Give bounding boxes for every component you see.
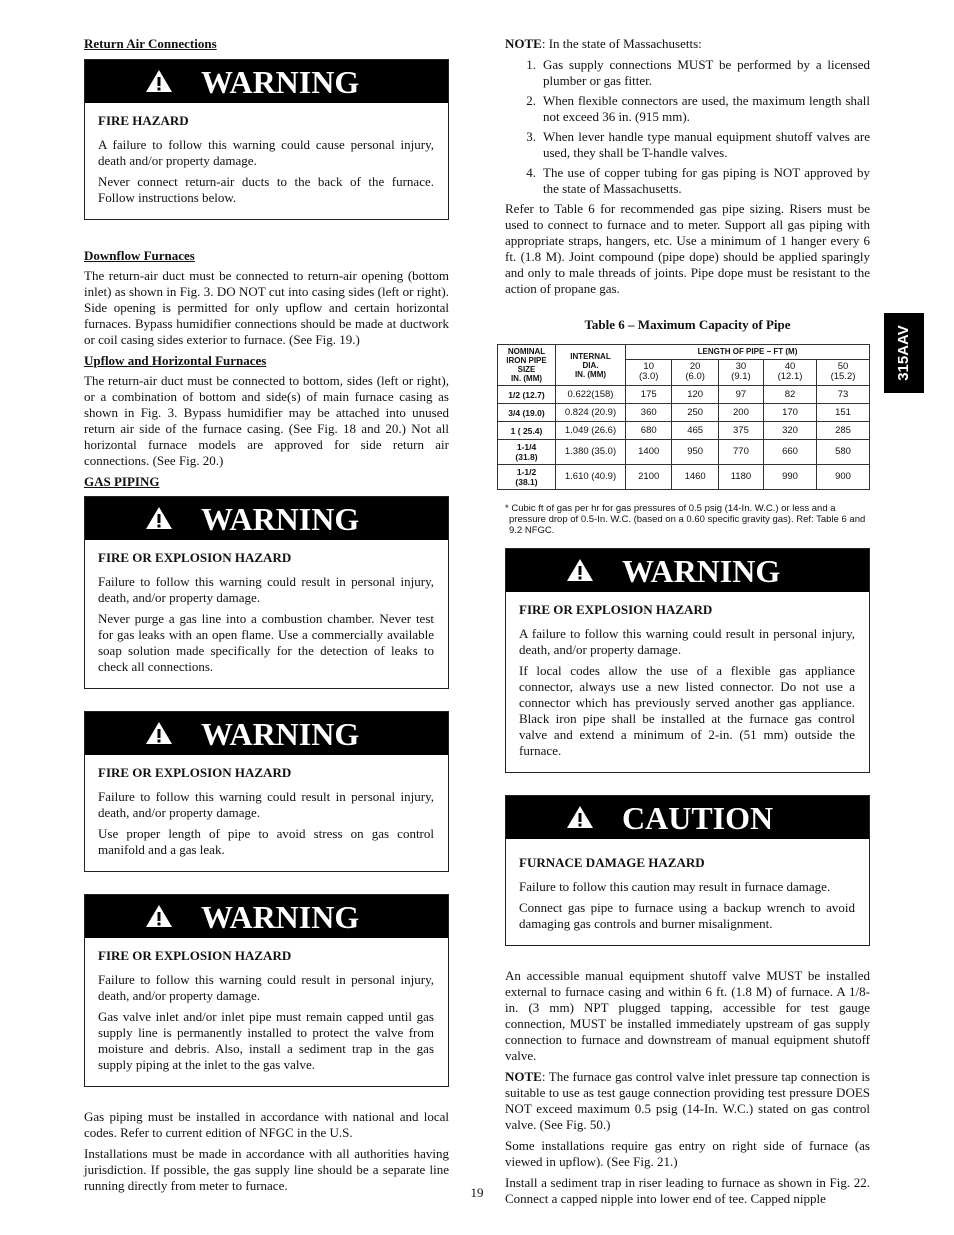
length-header: 30 (9.1) bbox=[718, 359, 763, 385]
note-intro: : In the state of Massachusetts: bbox=[541, 36, 702, 51]
capacity-cell: 360 bbox=[626, 404, 672, 422]
list-number: 3. bbox=[526, 129, 536, 144]
warning-box-flexible-connector bbox=[505, 548, 870, 773]
internal-dia-cell: 0.622(158) bbox=[556, 386, 626, 404]
capacity-cell: 1460 bbox=[672, 465, 718, 490]
capacity-cell: 680 bbox=[626, 422, 672, 440]
page-number: 19 bbox=[470, 1185, 484, 1200]
shutoff-valve-text: An accessible manual equipment shutoff valve MUST be installed external to furnace casing and within 6 ft. (1.8 M) of furnace. A 1/8-in. (3 mm) NPT plugged tapping, accessible for test gauge connection, MUST be installed immediately upstream of gas supply connection to furnace and downstream of manual equipment shutoff valve. bbox=[505, 968, 870, 1063]
warning-triangle-icon bbox=[145, 721, 173, 745]
warning-text: Use proper length of pipe to avoid stress on gas control manifold and a gas leak. bbox=[98, 826, 434, 857]
return-air-heading: Return Air Connections bbox=[84, 36, 217, 51]
capacity-cell: 2100 bbox=[626, 465, 672, 490]
capacity-cell: 97 bbox=[718, 386, 763, 404]
capacity-cell: 285 bbox=[816, 422, 869, 440]
capacity-cell: 200 bbox=[718, 404, 763, 422]
capacity-cell: 120 bbox=[672, 386, 718, 404]
pipe-capacity-table bbox=[497, 344, 870, 490]
table-footnote: * Cubic ft of gas per hr for gas pressures of 0.5 psig (14-In. W.C.) or less and a pressure drop of 0.5-In. W.C. (based on a 0.60 specific gravity gas). Ref: Table 6 and 9.2 NFGC. bbox=[505, 503, 866, 536]
caution-title: CAUTION bbox=[622, 799, 774, 836]
pipe-sizing-text: Refer to Table 6 for recommended gas pipe sizing. Risers must be used to connect to furnace and to meter. Support all gas piping with appropriate straps, hangers, etc. Use a minimum of 1 hanger every 6 ft. (1.8 M). Joint compound (pipe dope) should be applied sparingly and only to male threads of joints. Pipe dope must be resistant to the action of propane gas. bbox=[505, 201, 870, 296]
length-header: 40 (12.1) bbox=[764, 359, 817, 385]
length-header: 20 (6.0) bbox=[672, 359, 718, 385]
hazard-label: FIRE OR EXPLOSION HAZARD bbox=[98, 765, 292, 780]
massachusetts-list bbox=[505, 57, 870, 197]
warning-banner bbox=[85, 497, 448, 540]
warning-triangle-icon bbox=[145, 69, 173, 93]
header-length-of-pipe: LENGTH OF PIPE − FT (M) bbox=[626, 345, 870, 360]
list-item bbox=[505, 93, 870, 125]
list-text: The use of copper tubing for gas piping is NOT approved by the state of Massachusetts. bbox=[543, 165, 870, 196]
list-number: 2. bbox=[526, 93, 536, 108]
warning-text: Failure to follow this warning could result in personal injury, death, and/or property damage. bbox=[98, 789, 434, 820]
warning-text: Never connect return-air ducts to the back of the furnace. Follow instructions below. bbox=[98, 174, 434, 205]
warning-triangle-icon bbox=[566, 558, 594, 582]
capacity-cell: 73 bbox=[816, 386, 869, 404]
warning-banner bbox=[85, 895, 448, 938]
pipe-size-cell: 1/2 (12.7) bbox=[498, 386, 556, 404]
table-row bbox=[498, 422, 870, 440]
gas-piping-heading: GAS PIPING bbox=[84, 474, 160, 489]
note-label: NOTE bbox=[505, 1069, 542, 1084]
hazard-label: FIRE OR EXPLOSION HAZARD bbox=[98, 948, 292, 963]
list-number: 4. bbox=[526, 165, 536, 180]
table-row bbox=[498, 386, 870, 404]
capacity-cell: 770 bbox=[718, 440, 763, 465]
model-side-tab bbox=[884, 313, 924, 393]
warning-text: A failure to follow this warning could cause personal injury, death and/or property damage. bbox=[98, 137, 434, 168]
model-label: 315AAV bbox=[895, 325, 912, 381]
hazard-label: FIRE OR EXPLOSION HAZARD bbox=[519, 602, 713, 617]
massachusetts-note bbox=[505, 36, 870, 52]
hazard-label: FIRE OR EXPLOSION HAZARD bbox=[98, 550, 292, 565]
header-nominal-size: NOMINAL IRON PIPE SIZE IN. (MM) bbox=[498, 345, 556, 386]
right-column bbox=[505, 36, 870, 1212]
warning-text: Never purge a gas line into a combustion chamber. Never test for gas leaks with an open flame. Use a commercially available soap solution made specifically for the detection of leaks to check all connections. bbox=[98, 611, 434, 674]
capacity-cell: 900 bbox=[816, 465, 869, 490]
warning-triangle-icon bbox=[566, 805, 594, 829]
capacity-cell: 465 bbox=[672, 422, 718, 440]
note-label: NOTE bbox=[505, 36, 542, 51]
left-column bbox=[84, 36, 449, 1199]
capacity-cell: 950 bbox=[672, 440, 718, 465]
warning-box-purge bbox=[84, 496, 449, 689]
table-row bbox=[498, 440, 870, 465]
capacity-cell: 580 bbox=[816, 440, 869, 465]
inlet-pressure-note: NOTE: The furnace gas control valve inlet pressure tap connection is suitable to use as test gauge connection providing test pressure DOES NOT exceed maximum 0.5 psig (14-In. W.C.) stated on gas control valve. (See Fig. 50.) bbox=[505, 1069, 870, 1132]
capacity-cell: 375 bbox=[718, 422, 763, 440]
length-header: 10 (3.0) bbox=[626, 359, 672, 385]
warning-title: WARNING bbox=[201, 715, 360, 752]
warning-title: WARNING bbox=[201, 500, 360, 537]
hazard-label: FURNACE DAMAGE HAZARD bbox=[519, 855, 705, 870]
warning-banner bbox=[85, 60, 448, 103]
gas-piping-codes-text: Gas piping must be installed in accordance with national and local codes. Refer to current edition of NFGC in the U.S. bbox=[84, 1109, 449, 1140]
warning-title: WARNING bbox=[622, 552, 781, 589]
capacity-cell: 175 bbox=[626, 386, 672, 404]
upflow-text: The return-air duct must be connected to bottom, sides (left or right), or a combination of bottom and side(s) of main furnace casing as shown in Fig. 3. Bypass humidifier may be attached into unused return air side of the furnace casing. (See Fig. 18 and 20.) Not all horizontal furnace models are approved for side return air connections. (See Fig. 20.) bbox=[84, 373, 449, 468]
downflow-text: The return-air duct must be connected to return-air opening (bottom inlet) as shown in Fig. 3. DO NOT cut into casing sides (left or right). Side opening is permitted for only upflow and certain horizontal furnaces. Bypass humidifier connections should be made at ductwork or coil casing sides exterior to furnace. (See Fig. 19.) bbox=[84, 268, 449, 347]
length-header: 50 (15.2) bbox=[816, 359, 869, 385]
header-internal-dia: INTERNAL DIA. IN. (MM) bbox=[556, 345, 626, 386]
table-row bbox=[498, 404, 870, 422]
warning-text: Failure to follow this warning could result in personal injury, death, and/or property damage. bbox=[98, 574, 434, 605]
caution-banner bbox=[506, 796, 869, 839]
table-row bbox=[498, 465, 870, 490]
warning-box-fire-hazard bbox=[84, 59, 449, 220]
warning-text: Gas valve inlet and/or inlet pipe must remain capped until gas supply line is permanently installed to protect the valve from moisture and debris. Also, install a sediment trap in the gas supply piping at the inlet to the gas valve. bbox=[98, 1009, 434, 1072]
capacity-cell: 170 bbox=[764, 404, 817, 422]
capacity-cell: 660 bbox=[764, 440, 817, 465]
warning-triangle-icon bbox=[145, 506, 173, 530]
warning-triangle-icon bbox=[145, 904, 173, 928]
warning-text: Failure to follow this warning could result in personal injury, death, and/or property damage. bbox=[98, 972, 434, 1003]
warning-box-gas-valve-capped bbox=[84, 894, 449, 1087]
warning-title: WARNING bbox=[201, 898, 360, 935]
list-text: Gas supply connections MUST be performed by a licensed plumber or gas fitter. bbox=[543, 57, 870, 88]
pipe-size-cell: 1 ( 25.4) bbox=[498, 422, 556, 440]
right-side-entry-text: Some installations require gas entry on right side of furnace (as viewed in upflow). (See Fig. 21.) bbox=[505, 1138, 870, 1169]
warning-banner bbox=[506, 549, 869, 592]
hazard-label: FIRE HAZARD bbox=[98, 113, 189, 128]
warning-text: A failure to follow this warning could result in personal injury, death, and/or property damage. bbox=[519, 626, 855, 657]
table-caption: Table 6 – Maximum Capacity of Pipe bbox=[584, 317, 791, 332]
list-item bbox=[505, 57, 870, 89]
table-header-row bbox=[498, 345, 870, 360]
upflow-heading: Upflow and Horizontal Furnaces bbox=[84, 353, 267, 368]
capacity-cell: 1400 bbox=[626, 440, 672, 465]
internal-dia-cell: 1.049 (26.6) bbox=[556, 422, 626, 440]
capacity-cell: 151 bbox=[816, 404, 869, 422]
list-item bbox=[505, 129, 870, 161]
caution-text: Connect gas pipe to furnace using a backup wrench to avoid damaging gas controls and burner misalignment. bbox=[519, 900, 855, 931]
pipe-size-cell: 1-1/4 (31.8) bbox=[498, 440, 556, 465]
installations-text: Installations must be made in accordance with all authorities having jurisdiction. If possible, the gas supply line should be a separate line running directly from meter to furnace. bbox=[84, 1146, 449, 1193]
internal-dia-cell: 1.610 (40.9) bbox=[556, 465, 626, 490]
capacity-cell: 82 bbox=[764, 386, 817, 404]
warning-box-pipe-length bbox=[84, 711, 449, 872]
internal-dia-cell: 1.380 (35.0) bbox=[556, 440, 626, 465]
capacity-cell: 250 bbox=[672, 404, 718, 422]
capacity-cell: 990 bbox=[764, 465, 817, 490]
pipe-size-cell: 1-1/2 (38.1) bbox=[498, 465, 556, 490]
capacity-cell: 1180 bbox=[718, 465, 763, 490]
warning-banner bbox=[85, 712, 448, 755]
warning-text: If local codes allow the use of a flexible gas appliance connector, always use a new listed connector. Do not use a connector which has previously served another gas appliance. Black iron pipe shall be installed at the furnace gas control valve and extend a minimum of 2-in. (51 mm) outside the furnace. bbox=[519, 663, 855, 758]
list-item bbox=[505, 165, 870, 197]
list-text: When lever handle type manual equipment shutoff valves are used, they shall be T-handle valves. bbox=[543, 129, 870, 160]
capacity-cell: 320 bbox=[764, 422, 817, 440]
list-number: 1. bbox=[526, 57, 536, 72]
list-text: When flexible connectors are used, the maximum length shall not exceed 36 in. (915 mm). bbox=[543, 93, 870, 124]
downflow-heading: Downflow Furnaces bbox=[84, 248, 195, 263]
internal-dia-cell: 0.824 (20.9) bbox=[556, 404, 626, 422]
sediment-trap-text: Install a sediment trap in riser leading to furnace as shown in Fig. 22. Connect a capped nipple into lower end of tee. Capped nipple bbox=[505, 1175, 870, 1206]
pipe-size-cell: 3/4 (19.0) bbox=[498, 404, 556, 422]
caution-box-furnace-damage bbox=[505, 795, 870, 946]
warning-title: WARNING bbox=[201, 63, 360, 100]
caution-text: Failure to follow this caution may result in furnace damage. bbox=[519, 879, 831, 894]
